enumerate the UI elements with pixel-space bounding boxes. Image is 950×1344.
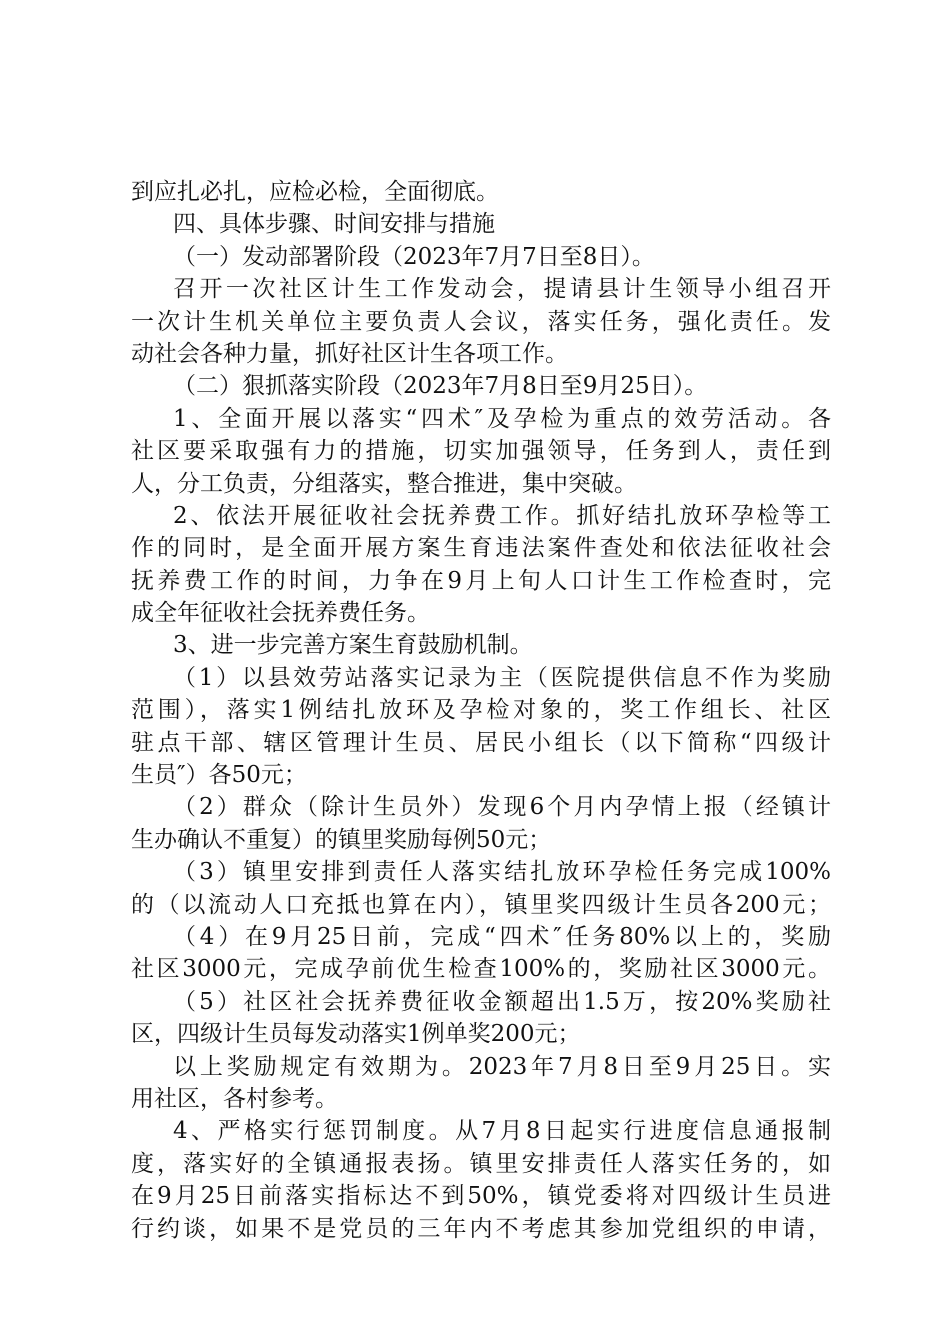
document-line: 四、具体步骤、时间安排与措施 (173, 211, 495, 238)
document-body (131, 176, 831, 1245)
document-line: 行约谈，如果不是党员的三年内不考虑其参加党组织的申请， (131, 1215, 831, 1242)
document-line: （2）群众（除计生员外）发现6个月内孕情上报（经镇计 (173, 794, 831, 821)
document-line: 抚养费工作的时间，力争在9月上旬人口计生工作检查时，完 (131, 567, 831, 594)
document-line: 在9月25日前落实指标达不到50%，镇党委将对四级计生员进 (131, 1183, 831, 1210)
document-line: 生员″）各50元； (131, 762, 307, 789)
document-line: 1、全面开展以落实“四术″及孕检为重点的效劳活动。各 (173, 405, 831, 432)
document-line: 作的同时，是全面开展方案生育违法案件查处和依法征收社会 (131, 535, 831, 562)
document-line: 到应扎必扎，应检必检，全面彻底。 (131, 179, 499, 205)
document-line: 生办确认不重复）的镇里奖励每例50元； (131, 826, 552, 853)
document-line: （5）社区社会抚养费征收金额超出1.5万，按20%奖励社 (173, 988, 831, 1015)
document-line: 动社会各种力量，抓好社区计生各项工作。 (131, 340, 568, 367)
document-line: （二）狠抓落实阶段（2023年7月8日至9月25日）。 (173, 373, 708, 400)
document-line: （1）以县效劳站落实记录为主（医院提供信息不作为奖励 (173, 664, 831, 691)
document-line: 的（以流动人口充抵也算在内），镇里奖四级计生员各200元； (131, 891, 831, 918)
document-line: 人，分工负责，分组落实，整合推进，集中突破。 (131, 470, 637, 497)
document-line: 一次计生机关单位主要负责人会议，落实任务，强化责任。发 (131, 308, 831, 335)
document-line: 成全年征收社会抚养费任务。 (131, 600, 430, 627)
document-line: 4、严格实行惩罚制度。从7月8日起实行进度信息通报制 (173, 1118, 831, 1145)
document-line: 用社区，各村参考。 (131, 1085, 338, 1112)
document-line: （一）发动部署阶段（2023年7月7日至8日）。 (173, 243, 655, 270)
document-line: 以上奖励规定有效期为。2023年7月8日至9月25日。实 (173, 1053, 831, 1080)
document-line: 2、依法开展征收社会抚养费工作。抓好结扎放环孕检等工 (173, 502, 831, 529)
document-line: 驻点干部、辖区管理计生员、居民小组长（以下简称“四级计 (131, 729, 831, 756)
document-line: （4）在9月25日前，完成“四术″任务80%以上的，奖励 (173, 923, 831, 950)
document-line: 3、进一步完善方案生育鼓励机制。 (173, 632, 533, 659)
document-line: 召开一次社区计生工作发动会，提请县计生领导小组召开 (173, 276, 831, 303)
document-line: 范围），落实1例结扎放环及孕检对象的，奖工作组长、社区 (131, 697, 831, 724)
document-line: （3）镇里安排到责任人落实结扎放环孕检任务完成100% (173, 859, 831, 886)
document-line: 社区3000元，完成孕前优生检查100%的，奖励社区3000元。 (131, 956, 831, 983)
document-line: 度，落实好的全镇通报表扬。镇里安排责任人落实任务的，如 (131, 1150, 831, 1177)
document-line: 社区要采取强有力的措施，切实加强领导，任务到人，责任到 (131, 438, 831, 465)
document-line: 区，四级计生员每发动落实1例单奖200元； (131, 1021, 581, 1048)
